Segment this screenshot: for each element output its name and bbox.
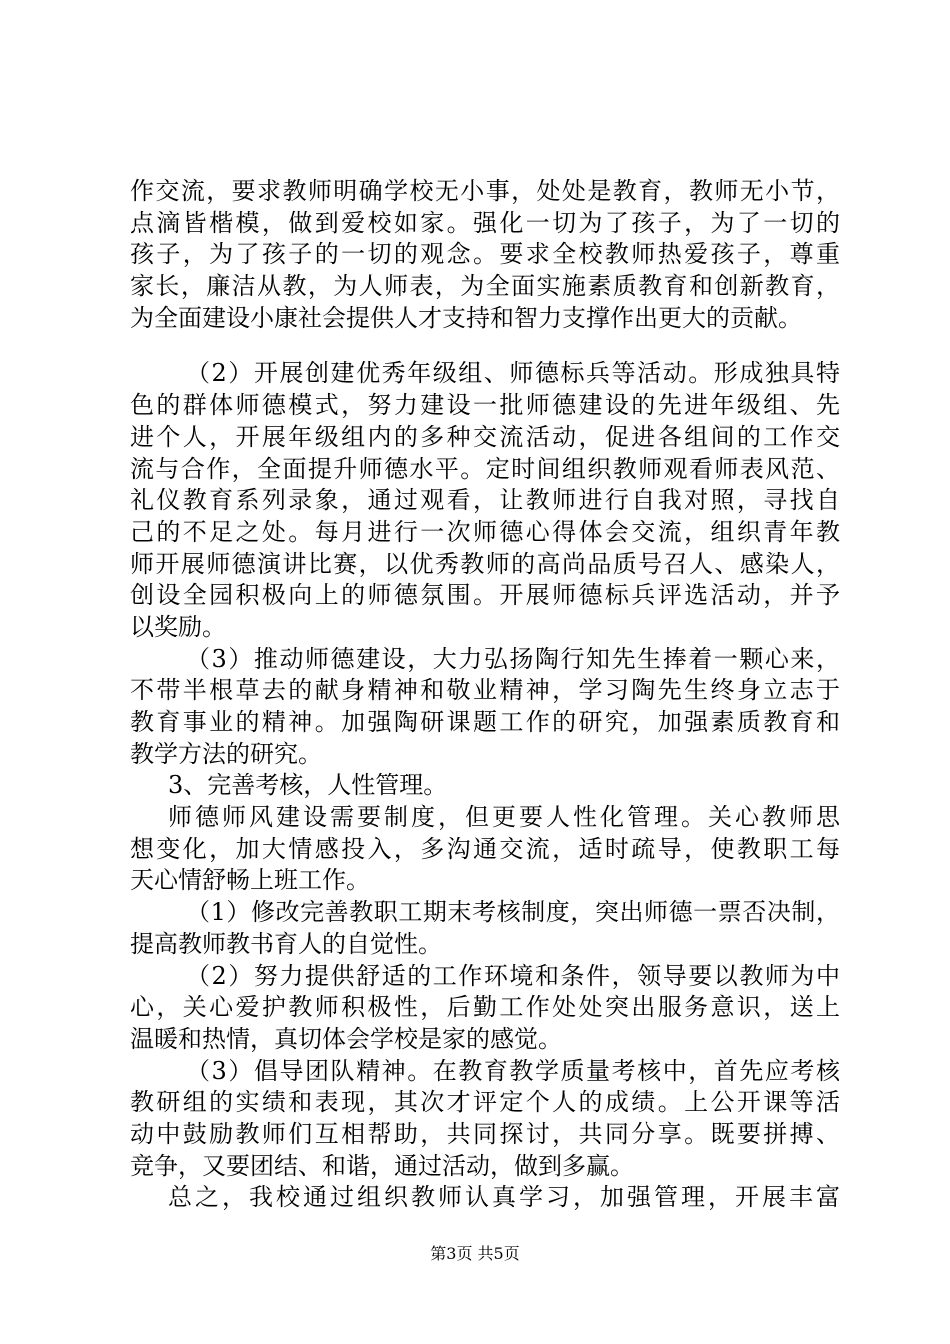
section-heading: 3、完善考核，人性管理。: [168, 771, 448, 800]
text-line: 流与合作，全面提升师德水平。定时间组织教师观看师表风范、: [130, 454, 840, 483]
text-line: 点滴皆楷模，做到爱校如家。强化一切为了孩子，为了一切的: [130, 208, 840, 237]
text-line: 为全面建设小康社会提供人才支持和智力支撑作出更大的贡献。: [130, 303, 802, 332]
page-number-footer: 第3页 共5页: [430, 1244, 520, 1263]
text-line: （1）修改完善教职工期末考核制度，突出师德一票否决制，: [186, 898, 840, 927]
text-line: 师德师风建设需要制度，但更要人性化管理。关心教师思: [168, 803, 840, 832]
text-line: 总之，我校通过组织教师认真学习，加强管理，开展丰富: [168, 1183, 840, 1212]
text-line: 不带半根草去的献身精神和敬业精神，学习陶先生终身立志于: [130, 676, 840, 705]
document-body: [130, 176, 840, 1214]
text-line: 师开展师德演讲比赛，以优秀教师的高尚品质号召人、感染人，: [130, 549, 840, 578]
text-line: （3）倡导团队精神。在教育教学质量考核中，首先应考核: [186, 1056, 840, 1085]
text-line: 教育事业的精神。加强陶研课题工作的研究，加强素质教育和: [130, 708, 840, 736]
text-line: 教研组的实绩和表现，其次才评定个人的成绩。上公开课等活: [130, 1088, 840, 1117]
text-line: （2）努力提供舒适的工作环境和条件，领导要以教师为中: [186, 961, 840, 990]
text-line: 作交流，要求教师明确学校无小事，处处是教育，教师无小节，: [130, 177, 840, 205]
text-line: 提高教师教书育人的自觉性。: [130, 929, 442, 958]
text-line: （2）开展创建优秀年级组、师德标兵等活动。形成独具特: [186, 359, 840, 388]
text-line: 己的不足之处。每月进行一次师德心得体会交流，组织青年教: [130, 517, 840, 546]
text-line: 家长，廉洁从教，为人师表，为全面实施素质教育和创新教育，: [130, 272, 840, 301]
text-line: 教学方法的研究。: [130, 739, 322, 768]
text-line: 竞争，又要团结、和谐，通过活动，做到多赢。: [130, 1151, 634, 1180]
text-line: 创设全园积极向上的师德氛围。开展师德标兵评选活动，并予: [130, 581, 840, 610]
text-line: （3）推动师德建设，大力弘扬陶行知先生捧着一颗心来，: [186, 644, 840, 673]
text-line: 礼仪教育系列录象，通过观看，让教师进行自我对照，寻找自: [130, 486, 840, 515]
text-line: 动中鼓励教师们互相帮助，共同探讨，共同分享。既要拼搏、: [130, 1119, 840, 1148]
text-line: 温暖和热情，真切体会学校是家的感觉。: [130, 1024, 562, 1053]
text-line: 进个人，开展年级组内的多种交流活动，促进各组间的工作交: [130, 422, 840, 451]
text-line: 孩子，为了孩子的一切的观念。要求全校教师热爱孩子，尊重: [130, 240, 840, 269]
text-line: 以奖励。: [130, 612, 226, 641]
text-line: 想变化，加大情感投入，多沟通交流，适时疏导，使教职工每: [130, 834, 840, 863]
text-line: 色的群体师德模式，努力建设一批师德建设的先进年级组、先: [130, 391, 840, 420]
text-line: 天心情舒畅上班工作。: [130, 866, 370, 895]
text-line: 心，关心爱护教师积极性，后勤工作处处突出服务意识，送上: [130, 993, 840, 1022]
paragraph-gap: [130, 334, 840, 358]
